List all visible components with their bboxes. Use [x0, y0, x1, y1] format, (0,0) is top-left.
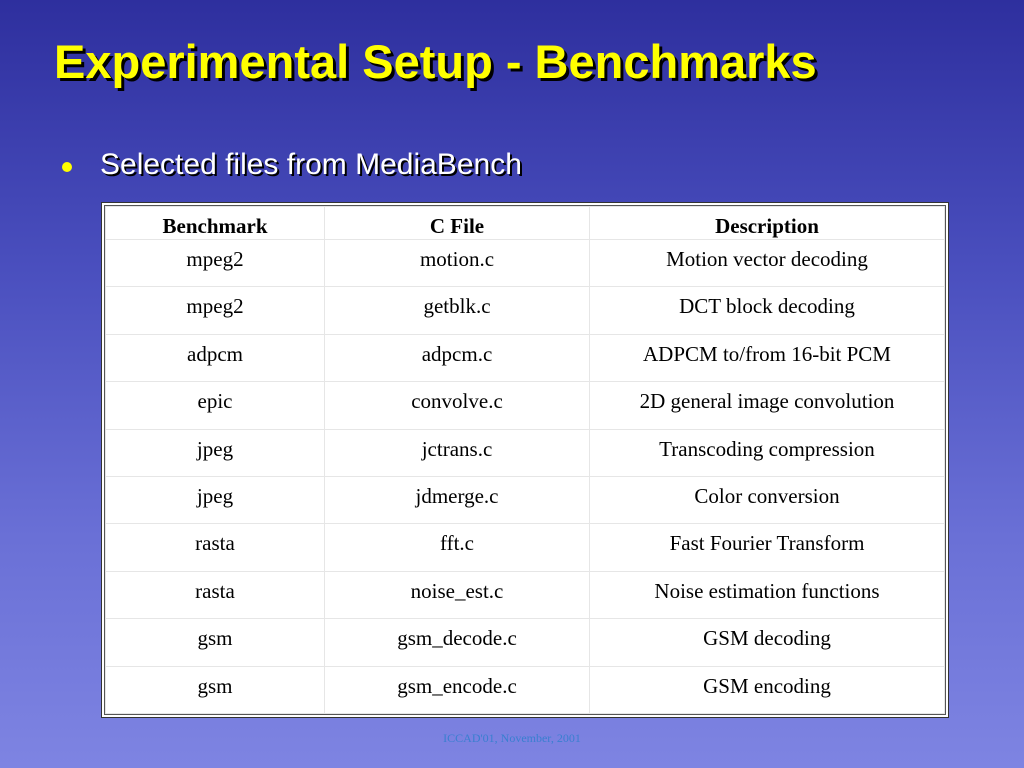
cell-description: ADPCM to/from 16-bit PCM	[590, 334, 945, 381]
table-row	[106, 334, 945, 381]
cell-benchmark: rasta	[106, 571, 325, 618]
benchmark-table-frame	[101, 202, 949, 718]
cell-description: GSM decoding	[590, 619, 945, 666]
cell-description: Transcoding compression	[590, 429, 945, 476]
cell-description: Color conversion	[590, 476, 945, 523]
slide-title: Experimental Setup - Benchmarks	[54, 35, 817, 88]
cell-description: Fast Fourier Transform	[590, 524, 945, 571]
cell-benchmark: rasta	[106, 524, 325, 571]
cell-c-file: gsm_encode.c	[325, 666, 590, 713]
cell-benchmark: epic	[106, 382, 325, 429]
cell-benchmark: mpeg2	[106, 287, 325, 334]
table-row	[106, 524, 945, 571]
cell-description: GSM encoding	[590, 666, 945, 713]
cell-c-file: adpcm.c	[325, 334, 590, 381]
cell-benchmark: mpeg2	[106, 240, 325, 287]
bullet-item	[62, 148, 522, 182]
cell-c-file: fft.c	[325, 524, 590, 571]
cell-c-file: getblk.c	[325, 287, 590, 334]
header-c-file: C File	[325, 207, 590, 240]
header-benchmark: Benchmark	[106, 207, 325, 240]
table-row	[106, 571, 945, 618]
table-row	[106, 287, 945, 334]
cell-benchmark: adpcm	[106, 334, 325, 381]
cell-description: 2D general image convolution	[590, 382, 945, 429]
cell-benchmark: jpeg	[106, 476, 325, 523]
cell-benchmark: jpeg	[106, 429, 325, 476]
cell-description: DCT block decoding	[590, 287, 945, 334]
benchmark-table	[105, 206, 945, 714]
cell-benchmark: gsm	[106, 666, 325, 713]
cell-c-file: noise_est.c	[325, 571, 590, 618]
cell-c-file: convolve.c	[325, 382, 590, 429]
table-row	[106, 429, 945, 476]
table-header-row	[106, 207, 945, 240]
table-row	[106, 382, 945, 429]
table-row	[106, 240, 945, 287]
cell-c-file: motion.c	[325, 240, 590, 287]
slide-footer: ICCAD'01, November, 2001	[443, 731, 581, 745]
table-row	[106, 619, 945, 666]
cell-c-file: jctrans.c	[325, 429, 590, 476]
table-row	[106, 666, 945, 713]
cell-benchmark: gsm	[106, 619, 325, 666]
cell-c-file: gsm_decode.c	[325, 619, 590, 666]
header-description: Description	[590, 207, 945, 240]
cell-description: Motion vector decoding	[590, 240, 945, 287]
cell-c-file: jdmerge.c	[325, 476, 590, 523]
bullet-dot-icon	[62, 162, 72, 172]
cell-description: Noise estimation functions	[590, 571, 945, 618]
bullet-text: Selected files from MediaBench	[100, 148, 522, 181]
table-row	[106, 476, 945, 523]
